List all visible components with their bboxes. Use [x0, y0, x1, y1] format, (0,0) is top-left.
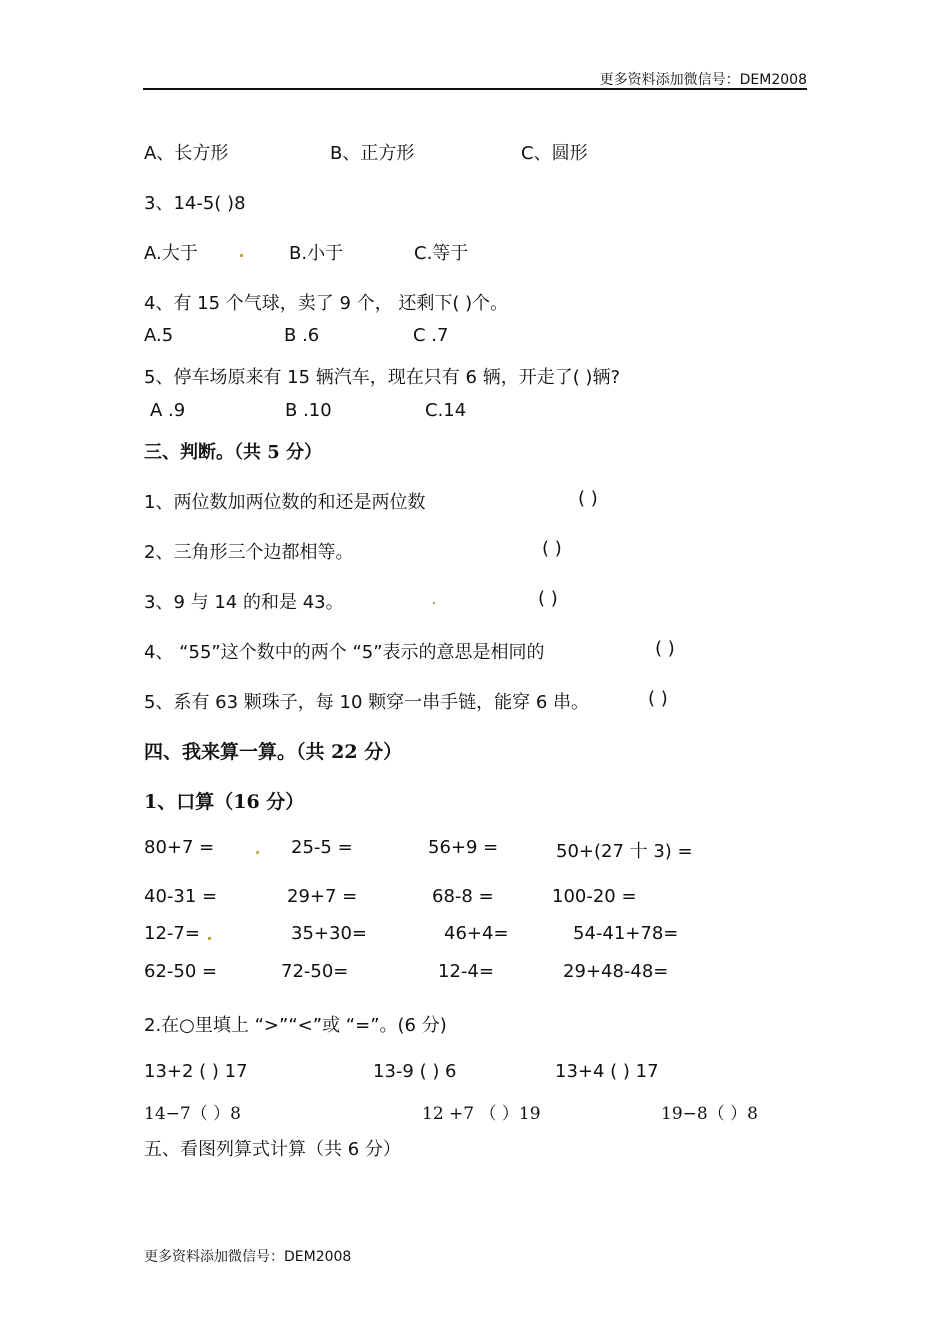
calc-r1-c1: 80+7 = [144, 837, 215, 858]
judge-bracket-4[interactable]: ( ) [655, 638, 675, 659]
calc-r1-c2: 25-5 = [291, 837, 353, 858]
speck-mark [433, 602, 435, 604]
calc-r2-c4: 100-20 = [552, 886, 637, 907]
speck-mark [256, 851, 259, 854]
calc-r4-c1: 62-50 = [144, 961, 218, 982]
compare-r2-c2: 12 +7 （ ）19 [422, 1104, 541, 1124]
calc-r1-c4: 50+(27 十 3) = [556, 841, 693, 862]
calc-r3-c4: 54-41+78= [573, 923, 679, 944]
q4-option-b: B .6 [284, 325, 320, 346]
page-header: 更多资料添加微信号：DEM2008 [599, 72, 807, 88]
calc-r4-c4: 29+48-48= [563, 961, 669, 982]
page-footer: 更多资料添加微信号：DEM2008 [144, 1249, 352, 1265]
calc-r3-c3: 46+4= [444, 923, 509, 944]
calc-r2-c2: 29+7 = [287, 886, 358, 907]
judge-bracket-1[interactable]: ( ) [578, 488, 598, 509]
judge-item-3: 3、9 与 14 的和是 43。 [144, 592, 344, 613]
judge-item-5: 5、系有 63 颗珠子，每 10 颗穿一串手链，能穿 6 串。 [144, 692, 590, 713]
q5-stem: 5、停车场原来有 15 辆汽车，现在只有 6 辆，开走了( )辆? [144, 367, 621, 388]
judge-item-2: 2、三角形三个边都相等。 [144, 542, 354, 563]
speck-mark [208, 937, 211, 940]
section3-title: 三、判断。（共 5 分） [144, 442, 323, 463]
q5-option-c: C.14 [425, 400, 467, 421]
calc-r3-c1: 12-7= [144, 923, 200, 944]
calc-r2-c3: 68-8 = [432, 886, 494, 907]
calc-r3-c2: 35+30= [291, 923, 367, 944]
q5-option-a: A .9 [150, 400, 186, 421]
q4-option-c: C .7 [413, 325, 449, 346]
judge-bracket-3[interactable]: ( ) [538, 588, 558, 609]
compare-r2-c3: 19−8（ ）8 [661, 1104, 758, 1124]
q4-option-a: A.5 [144, 325, 174, 346]
calc-r4-c2: 72-50= [281, 961, 349, 982]
compare-r1-c1: 13+2 ( ) 17 [144, 1061, 248, 1082]
header-rule [143, 88, 807, 90]
q3-option-a: A.大于 [144, 243, 198, 264]
q2-option-b: B、正方形 [330, 143, 415, 164]
judge-bracket-2[interactable]: ( ) [542, 538, 562, 559]
compare-title: 2.在○里填上 “>”“<”或 “=”。(6 分) [144, 1015, 447, 1036]
q2-option-a: A、长方形 [144, 143, 229, 164]
judge-item-4: 4、 “55”这个数中的两个 “5”表示的意思是相同的 [144, 642, 545, 663]
q3-option-b: B.小于 [289, 243, 344, 264]
q4-stem: 4、有 15 个气球，卖了 9 个， 还剩下( )个。 [144, 293, 509, 314]
compare-r1-c3: 13+4 ( ) 17 [555, 1061, 659, 1082]
section4-title: 四、我来算一算。（共 22 分） [144, 741, 403, 763]
calc-r1-c3: 56+9 = [428, 837, 499, 858]
q3-option-c: C.等于 [414, 243, 469, 264]
judge-item-1: 1、两位数加两位数的和还是两位数 [144, 492, 426, 513]
compare-r2-c1: 14−7（ ）8 [144, 1104, 241, 1124]
q2-option-c: C、圆形 [521, 143, 588, 164]
oral-calc-title: 1、口算（16 分） [144, 791, 305, 813]
speck-mark [240, 254, 243, 257]
calc-r2-c1: 40-31 = [144, 886, 218, 907]
judge-bracket-5[interactable]: ( ) [648, 688, 668, 709]
calc-r4-c3: 12-4= [438, 961, 494, 982]
section5-title: 五、看图列算式计算（共 6 分） [144, 1139, 401, 1160]
q5-option-b: B .10 [285, 400, 332, 421]
compare-r1-c2: 13-9 ( ) 6 [373, 1061, 457, 1082]
q3-stem: 3、14-5( )8 [144, 193, 246, 214]
